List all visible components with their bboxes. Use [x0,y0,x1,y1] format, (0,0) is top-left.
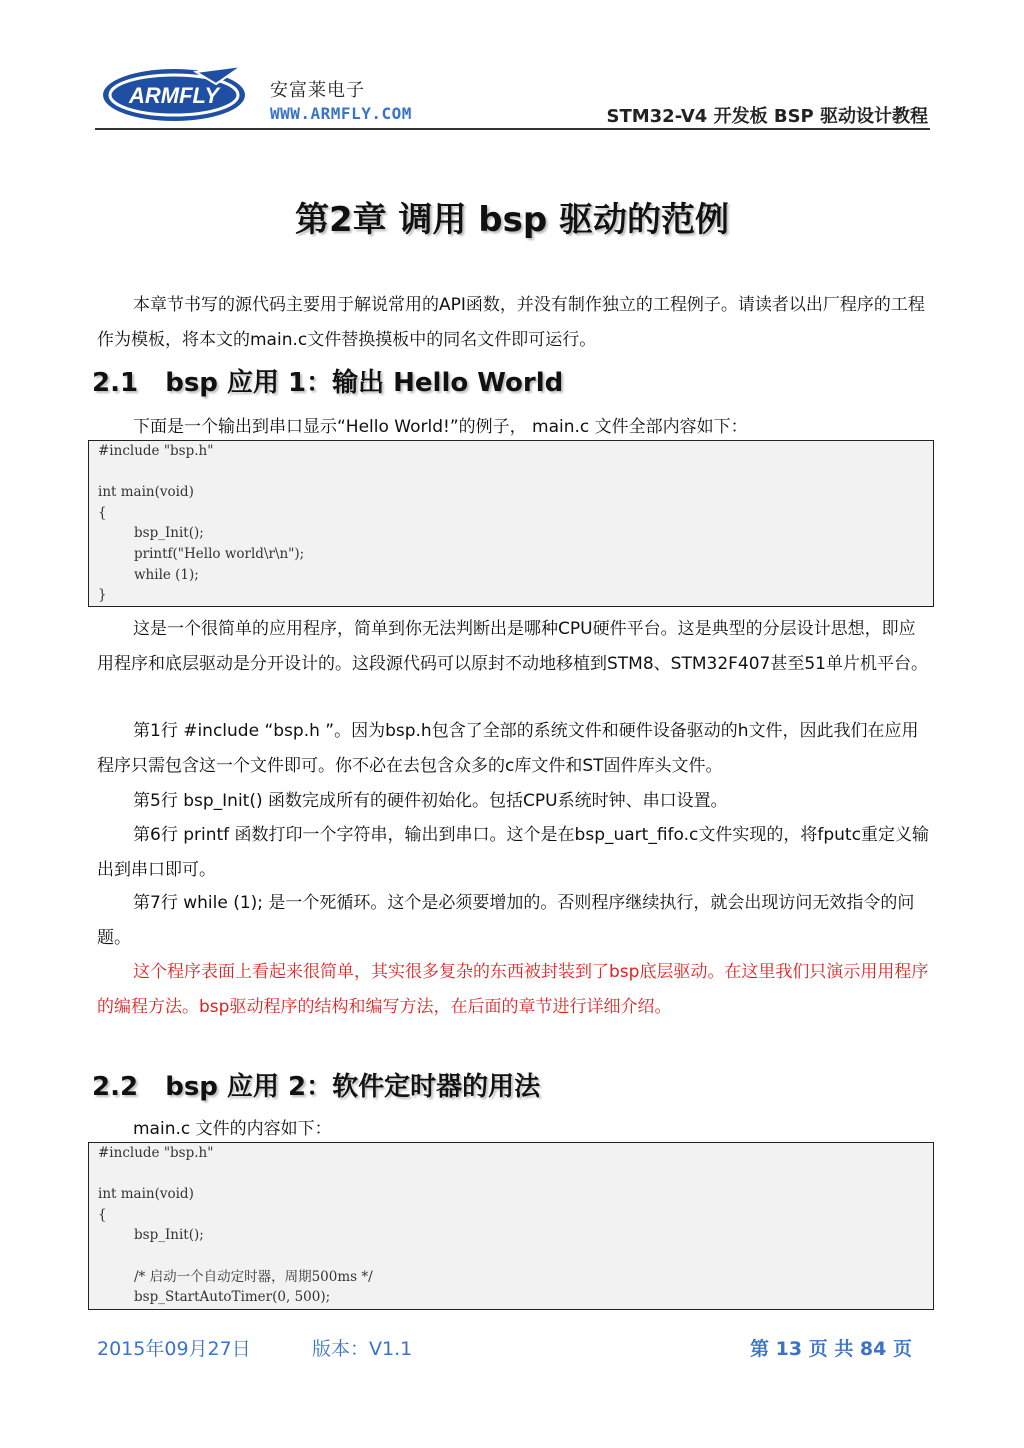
section-2-1-lead: 下面是一个输出到串口显示“Hello World!”的例子， main.c 文件全部内容如下： [133,417,748,437]
code-line: { [98,1206,107,1223]
code-line: bsp_StartAutoTimer(0, 500); [134,1289,331,1306]
code-line: } [98,587,107,604]
section-heading-2-1: 2.1 bsp 应用 1：输出 Hello World [92,368,564,398]
footer-date: 2015年09月27日 [97,1338,251,1360]
logo-text: ARMFLY [128,83,220,108]
armfly-logo [100,64,248,126]
section-2-1-paragraph: 第5行 bsp_Init() 函数完成所有的硬件初始化。包括CPU系统时钟、串口设置。 [133,791,728,811]
section-2-1-paragraph: 第7行 while (1); 是一个死循环。这个是必须要增加的。否则程序继续执行，就会出现访问无效指令的问题。 [97,893,915,948]
code-line: bsp_Init(); [134,1227,204,1244]
code-line: { [98,504,107,521]
code-line: int main(void) [98,484,194,501]
code-line: while (1); [134,566,199,583]
code-line [89,462,933,483]
section-2-1-note-red: 这个程序表面上看起来很简单，其实很多复杂的东西被封装到了bsp底层驱动。在这里我们只演示用用程序的编程方法。bsp驱动程序的结构和编写方法，在后面的章节进行详细介绍。 [97,962,929,1017]
document-title: STM32-V4 开发板 BSP 驱动设计教程 [606,106,928,127]
code-line: bsp_Init(); [134,525,204,542]
intro-paragraph: 本章节书写的源代码主要用于解说常用的API函数，并没有制作独立的工程例子。请读者以出厂程序的工程作为模板，将本文的main.c文件替换摸板中的同名文件即可运行。 [97,295,925,350]
code-line: printf("Hello world\r\n"); [134,545,305,562]
footer-version: 版本：V1.1 [312,1338,413,1360]
code-line [89,1164,933,1185]
code-block-1 [88,440,934,607]
section-2-1-paragraph: 第1行 #include “bsp.h ”。因为bsp.h包含了全部的系统文件和硬件设备驱动的h文件，因此我们在应用程序只需包含这一个文件即可。你不必在去包含众多的c库文件和ST固件库头文件。 [97,721,919,776]
chapter-title: 第2章 调用 bsp 驱动的范例 [294,200,730,240]
header-divider [95,128,930,130]
code-line [89,1246,933,1267]
section-heading-2-2: 2.2 bsp 应用 2：软件定时器的用法 [92,1072,541,1102]
company-name: 安富莱电子 [270,80,365,101]
code-block-2 [88,1142,934,1310]
code-line: int main(void) [98,1186,194,1203]
section-2-2-lead: main.c 文件的内容如下： [133,1119,332,1139]
code-line: #include "bsp.h" [98,443,214,459]
section-2-1-paragraph: 这是一个很简单的应用程序，简单到你无法判断出是哪种CPU硬件平台。这是典型的分层设计思想，即应用程序和底层驱动是分开设计的。这段源代码可以原封不动地移植到STM8、STM32F407甚至51单片机平台。 [97,619,928,674]
code-line: /* 启动一个自动定时器，周期500ms */ [134,1268,373,1285]
company-website: WWW.ARMFLY.COM [270,104,412,123]
footer-page-number: 第 13 页 共 84 页 [750,1338,912,1360]
code-line: #include "bsp.h" [98,1145,214,1161]
section-2-1-paragraph: 第6行 printf 函数打印一个字符串，输出到串口。这个是在bsp_uart_fifo.c文件实现的，将fputc重定义输出到串口即可。 [97,825,929,880]
